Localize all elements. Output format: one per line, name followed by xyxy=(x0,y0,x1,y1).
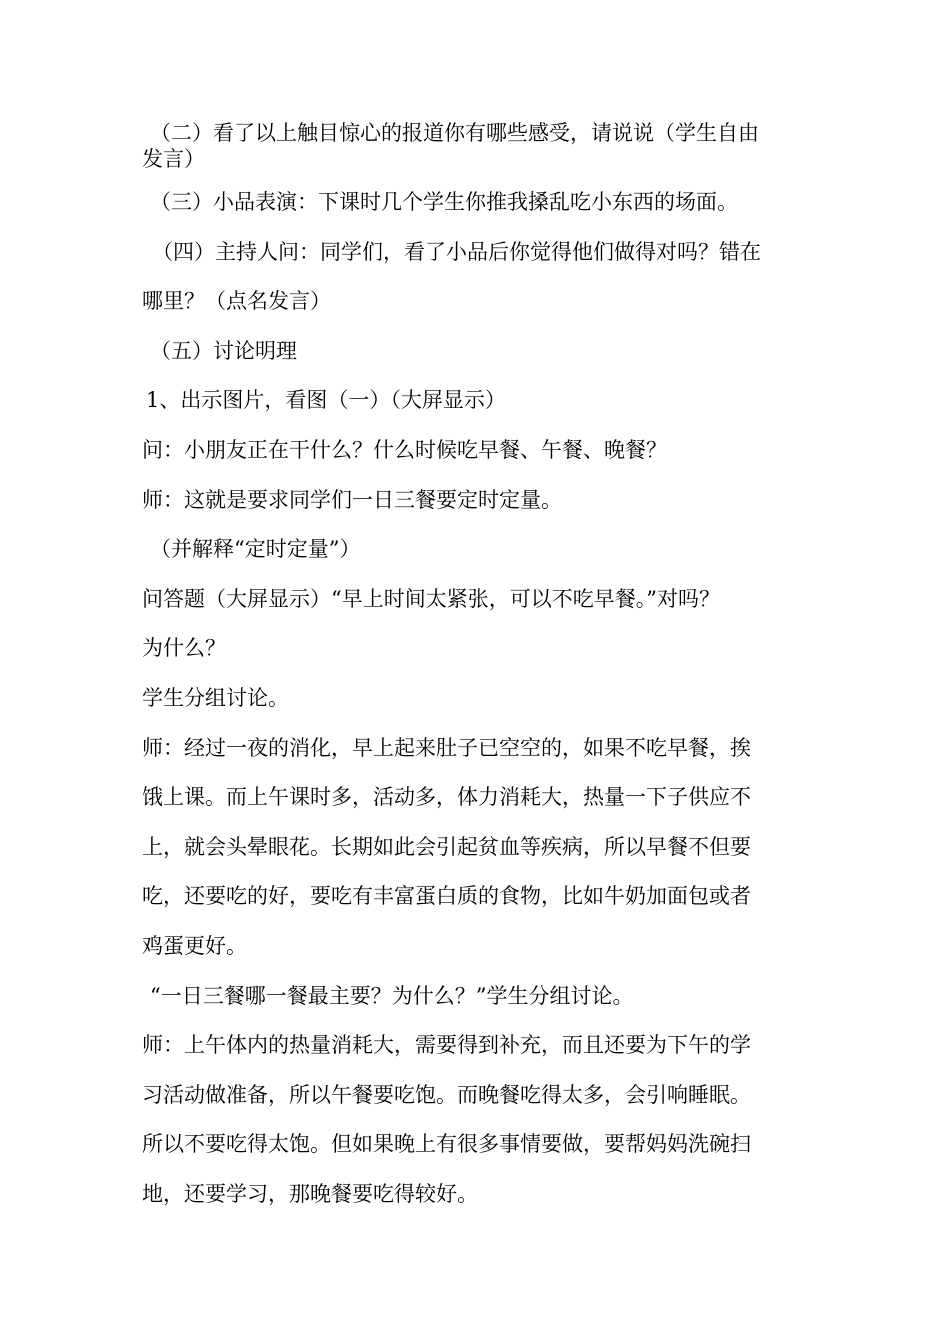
text-line-13: 学生分组讨论。 xyxy=(142,686,289,710)
text-line-4: （四）主持人问：同学们，看了小品后你觉得他们做得对吗？错在 xyxy=(152,240,761,264)
text-line-6: （五）讨论明理 xyxy=(150,339,297,363)
text-line-11: 问答题（大屏显示）“早上时间太紧张，可以不吃早餐。”对吗？ xyxy=(142,587,720,611)
text-line-20: 师：上午体内的热量消耗大，需要得到补充，而且还要为下午的学 xyxy=(142,1033,751,1057)
text-line-22: 所以不要吃得太饱。但如果晚上有很多事情要做，要帮妈妈洗碗扫 xyxy=(142,1132,751,1156)
text-line-7: 1、出示图片，看图（一）（大屏显示） xyxy=(146,388,506,412)
text-line-15: 饿上课。而上午课时多，活动多，体力消耗大，热量一下子供应不 xyxy=(142,785,751,809)
text-line-17: 吃，还要吃的好，要吃有丰富蛋白质的食物，比如牛奶加面包或者 xyxy=(142,884,751,908)
text-line-19: “一日三餐哪一餐最主要？为什么？”学生分组讨论。 xyxy=(150,984,634,1008)
text-line-1: （二）看了以上触目惊心的报道你有哪些感受，请说说（学生自由 xyxy=(150,121,759,145)
text-line-21: 习活动做准备，所以午餐要吃饱。而晚餐吃得太多，会引响睡眠。 xyxy=(142,1083,751,1107)
text-line-23: 地，还要学习，那晚餐要吃得较好。 xyxy=(142,1182,478,1206)
text-line-9: 师：这就是要求同学们一日三餐要定时定量。 xyxy=(142,488,562,512)
text-line-12: 为什么？ xyxy=(142,636,226,660)
text-line-5: 哪里？（点名发言） xyxy=(142,289,331,313)
text-line-18: 鸡蛋更好。 xyxy=(142,934,247,958)
text-line-14: 师：经过一夜的消化，早上起来肚子已空空的，如果不吃早餐，挨 xyxy=(142,736,751,760)
text-line-10: （并解释“定时定量”） xyxy=(150,537,361,561)
text-line-8: 问：小朋友正在干什么？什么时候吃早餐、午餐、晚餐？ xyxy=(142,438,667,462)
text-line-3: （三）小品表演：下课时几个学生你推我搡乱吃小东西的场面。 xyxy=(150,190,738,214)
text-line-2: 发言） xyxy=(142,147,205,171)
text-line-16: 上，就会头晕眼花。长期如此会引起贫血等疾病，所以早餐不但要 xyxy=(142,835,751,859)
